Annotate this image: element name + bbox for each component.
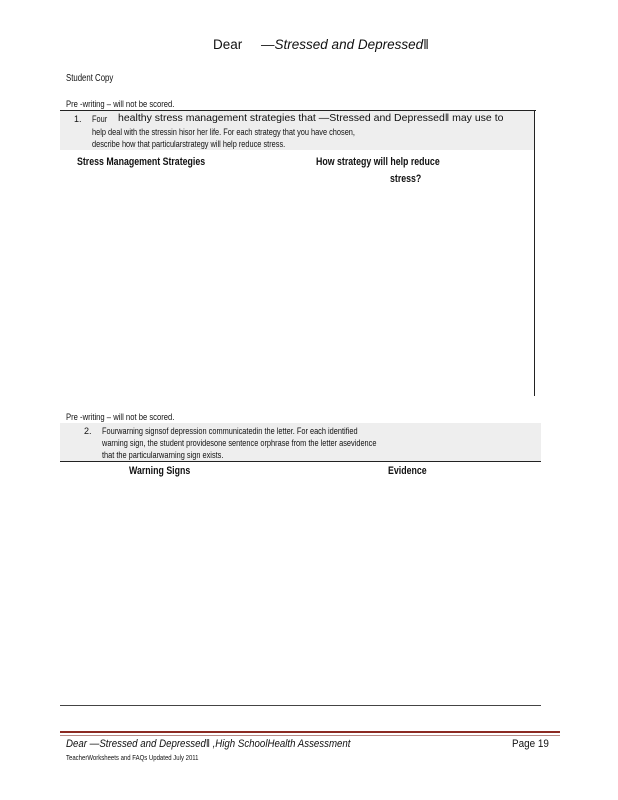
page-title	[213, 37, 429, 52]
prewriting-note-1: Pre -writing – will not be scored.	[66, 99, 175, 109]
footer-document-title: Dear —Stressed and Depressed‖ ,High SchoolHealth Assessment	[66, 738, 351, 750]
footer-subtitle: TeacherWorksheets and FAQs Updated July 2011	[66, 753, 199, 762]
column-header-stress: stress?	[390, 173, 422, 185]
box-2-top-rule	[60, 461, 541, 462]
footer-rule	[60, 731, 560, 733]
box-1-top-rule	[60, 110, 536, 111]
question-1-line2: help deal with the stressin hisor her life. For each strategy that you have chosen,	[92, 127, 355, 137]
box-2-bottom-rule	[60, 705, 541, 706]
title-dear: Dear	[213, 37, 243, 52]
prewriting-note-2: Pre -writing – will not be scored.	[66, 412, 175, 422]
footer-rule-thin	[60, 735, 560, 736]
column-header-strategies: Stress Management Strategies	[77, 156, 206, 168]
strategies-box	[60, 110, 535, 396]
question-2-line2: warning sign, the student providesone sentence orphrase from the letter asevidence	[102, 438, 377, 448]
column-header-warning-signs: Warning Signs	[129, 465, 191, 477]
footer-page-number: Page 19	[512, 738, 549, 750]
column-header-how-reduce: How strategy will help reduce	[316, 156, 440, 168]
title-letter-name: —Stressed and Depressed‖	[261, 37, 429, 52]
question-1-line3: describe how that particularstrategy will help reduce stress.	[92, 139, 286, 149]
question-2-number: 2.	[84, 426, 92, 436]
question-2-line3: that the particularwarning sign exists.	[102, 450, 224, 460]
question-1-line1: healthy stress management strategies that —Stressed and Depressed‖ may use to	[118, 112, 504, 124]
student-copy-label: Student Copy	[66, 73, 114, 84]
question-2-line1: Fourwarning signsof depression communicatedin the letter. For each identified	[102, 426, 358, 436]
question-1-number: 1.	[74, 114, 82, 124]
question-1-line1-lead: Four	[92, 114, 108, 124]
column-header-evidence: Evidence	[388, 465, 427, 477]
